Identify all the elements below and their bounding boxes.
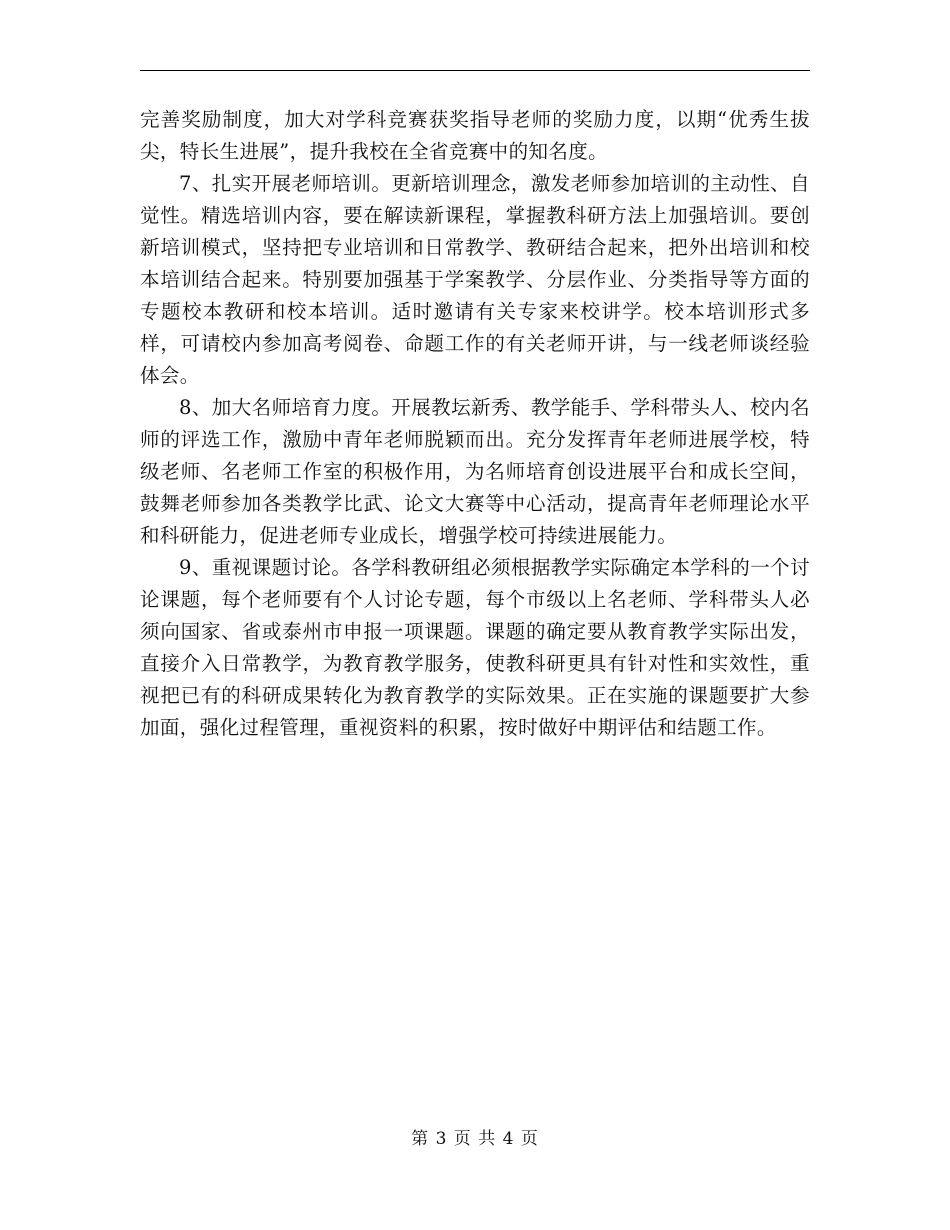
page-number-footer: 第 3 页 共 4 页 [411, 1129, 539, 1149]
document-body [140, 104, 810, 744]
paragraph-4: 9、重视课题讨论。各学科教研组必须根据教学实际确定本学科的一个讨论课题，每个老师要有个人讨论专题，每个市级以上名老师、学科带头人必须向国家、省或泰州市申报一项课题。课题的确定要从教育教学实际出发，直接介入日常教学，为教育教学服务，使教科研更具有针对性和实效性，重视把已有的科研成果转化为教育教学的实际效果。正在实施的课题要扩大参加面，强化过程管理，重视资料的积累，按时做好中期评估和结题工作。 [140, 556, 810, 739]
paragraph-1: 完善奖励制度，加大对学科竞赛获奖指导老师的奖励力度，以期“优秀生拔尖，特长生进展”，提升我校在全省竞赛中的知名度。 [140, 108, 810, 163]
paragraph-2: 7、扎实开展老师培训。更新培训理念，激发老师参加培训的主动性、自觉性。精选培训内容，要在解读新课程，掌握教科研方法上加强培训。要创新培训模式，坚持把专业培训和日常教学、教研结合起来，把外出培训和校本培训结合起来。特别要加强基于学案教学、分层作业、分类指导等方面的专题校本教研和校本培训。适时邀请有关专家来校讲学。校本培训形式多样，可请校内参加高考阅卷、命题工作的有关老师开讲，与一线老师谈经验体会。 [140, 172, 810, 387]
paragraph-3: 8、加大名师培育力度。开展教坛新秀、教学能手、学科带头人、校内名师的评选工作，激励中青年老师脱颖而出。充分发挥青年老师进展学校，特级老师、名老师工作室的积极作用，为名师培育创设进展平台和成长空间，鼓舞老师参加各类教学比武、论文大赛等中心活动，提高青年老师理论水平和科研能力，促进老师专业成长，增强学校可持续进展能力。 [140, 396, 810, 547]
header-rule [140, 70, 810, 71]
